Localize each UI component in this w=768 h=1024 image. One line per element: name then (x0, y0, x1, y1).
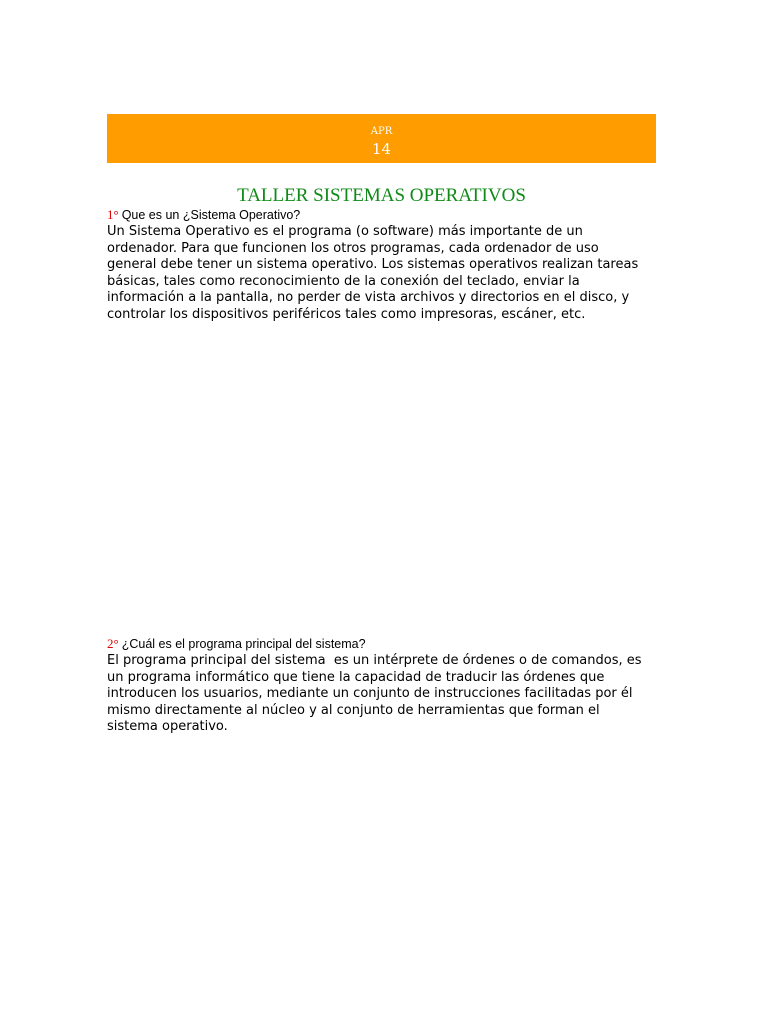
date-banner (107, 114, 656, 163)
answer-line: ordenador. Para que funcionen los otros programas, cada ordenador de uso (107, 240, 599, 256)
date-day: 14 (371, 140, 392, 158)
answer-line: introducen los usuarios, mediante un conjunto de instrucciones facilitadas por él (107, 686, 633, 701)
answer-line: controlar los dispositivos periféricos tales como impresoras, escáner, etc. (107, 306, 586, 322)
answer-line: general debe tener un sistema operativo. Los sistemas operativos realizan tareas (107, 257, 639, 272)
question-text-2: ¿Cuál es el programa principal del sistema? (121, 637, 366, 651)
answer-line: sistema operativo. (107, 719, 228, 734)
document-title: TALLER SISTEMAS OPERATIVOS (237, 185, 526, 206)
answer-paragraph-1 (107, 224, 667, 323)
question-block-1 (107, 207, 667, 323)
answer-line: básicas, tales como reconocimiento de la conexión del teclado, enviar la (107, 273, 580, 289)
question-number-2: 2° (107, 636, 119, 651)
answer-line: mismo directamente al núcleo y al conjunto de herramientas que forman el (107, 702, 600, 718)
answer-line: un programa informático que tiene la capacidad de traducir las órdenes que (107, 669, 605, 685)
question-text-1: Que es un ¿Sistema Operativo? (121, 208, 301, 222)
question-heading-2 (107, 636, 667, 652)
date-month: APR (370, 126, 393, 137)
answer-line: El programa principal del sistema es un intérprete de órdenes o de comandos, es (107, 653, 642, 668)
answer-line: Un Sistema Operativo es el programa (o software) más importante de un (107, 224, 583, 239)
question-number-1: 1° (107, 207, 119, 222)
answer-paragraph-2 (107, 653, 667, 736)
answer-line: información a la pantalla, no perder de vista archivos y directorios en el disco, y (107, 290, 630, 305)
question-block-2 (107, 636, 667, 736)
question-heading-1 (107, 207, 667, 223)
